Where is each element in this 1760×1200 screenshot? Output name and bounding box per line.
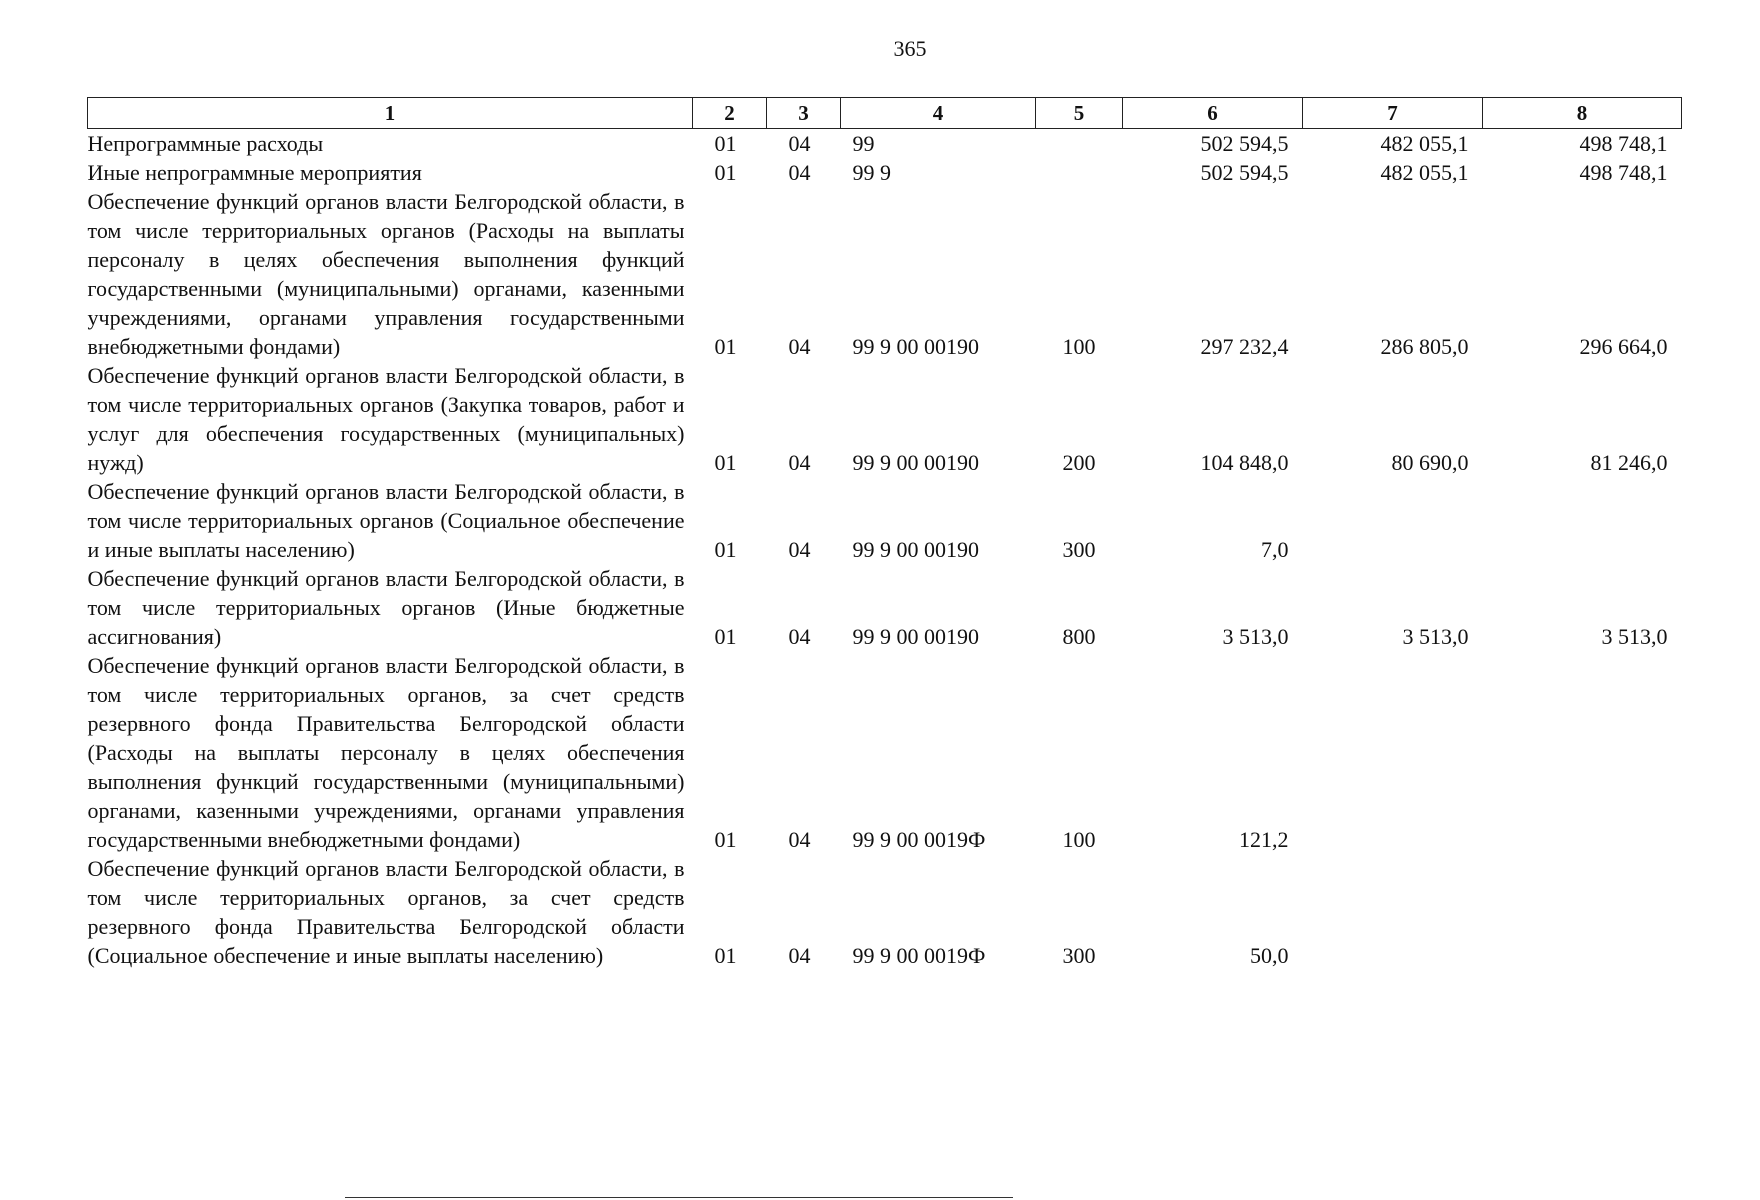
row-expense-type: 200 (1062, 450, 1096, 475)
row-value-col6: 7,0 (1261, 537, 1289, 562)
header-col-2: 2 (693, 98, 767, 129)
header-row (88, 98, 1682, 129)
table-row (88, 477, 1682, 564)
row-section: 01 (714, 943, 737, 968)
row-value-col7 (1303, 854, 1483, 970)
table-body (88, 129, 1682, 971)
row-name: Иные непрограммные мероприятия (87, 160, 422, 185)
row-value-col6: 3 513,0 (1222, 624, 1289, 649)
row-value-col8: 498 748,1 (1579, 160, 1668, 185)
row-subsection: 04 (788, 450, 811, 475)
row-value-col6: 502 594,5 (1200, 160, 1289, 185)
row-section: 01 (714, 131, 737, 156)
table-row (88, 158, 1682, 187)
header-col-8: 8 (1483, 98, 1682, 129)
row-expense-type: 100 (1062, 334, 1096, 359)
row-value-col6: 502 594,5 (1200, 131, 1289, 156)
table-row (88, 129, 1682, 159)
row-value-col7 (1303, 477, 1483, 564)
row-value-col7: 482 055,1 (1380, 160, 1469, 185)
row-value-col6: 297 232,4 (1200, 334, 1289, 359)
row-subsection: 04 (788, 334, 811, 359)
header-col-5: 5 (1036, 98, 1123, 129)
row-expense-type: 100 (1062, 827, 1096, 852)
row-subsection: 04 (788, 827, 811, 852)
bottom-rule (345, 1197, 1013, 1198)
row-value-col7: 482 055,1 (1380, 131, 1469, 156)
row-value-col6: 121,2 (1239, 827, 1289, 852)
table-row (88, 361, 1682, 477)
table-row (88, 854, 1682, 970)
table-row (88, 187, 1682, 361)
row-name: Обеспечение функций органов власти Белгородской области, в том числе территориальных органов (Иные бюджетные ассигнования) (87, 566, 685, 649)
header-col-1: 1 (88, 98, 693, 129)
row-subsection: 04 (788, 537, 811, 562)
table-row (88, 651, 1682, 854)
row-target-code: 99 9 00 00190 (852, 537, 979, 562)
header-col-4: 4 (841, 98, 1036, 129)
budget-table (87, 97, 1682, 970)
row-name: Обеспечение функций органов власти Белгородской области, в том числе территориальных органов, за счет средств резервного фонда Правительства Белгородской области (Социальное обеспечение и иные выплаты населению) (87, 856, 685, 968)
row-value-col8: 81 246,0 (1590, 450, 1668, 475)
row-value-col6: 104 848,0 (1200, 450, 1289, 475)
row-expense-type: 300 (1062, 537, 1096, 562)
row-target-code: 99 9 00 0019Ф (852, 827, 986, 852)
table-header (88, 98, 1682, 129)
row-value-col8 (1483, 854, 1682, 970)
row-value-col7 (1303, 651, 1483, 854)
header-col-3: 3 (767, 98, 841, 129)
row-target-code: 99 9 (852, 160, 891, 185)
row-value-col8: 498 748,1 (1579, 131, 1668, 156)
row-section: 01 (714, 160, 737, 185)
row-target-code: 99 (852, 131, 875, 156)
row-target-code: 99 9 00 0019Ф (852, 943, 986, 968)
row-value-col8: 3 513,0 (1601, 624, 1668, 649)
row-expense-type (1036, 158, 1123, 187)
row-value-col7: 80 690,0 (1391, 450, 1469, 475)
row-name: Непрограммные расходы (87, 131, 324, 156)
row-name: Обеспечение функций органов власти Белгородской области, в том числе территориальных органов, за счет средств резервного фонда Правительства Белгородской области (Расходы на выплаты персоналу в целях обеспечения выполнения функций государственными (муниципальными) органами, казенными учреждениями, органами управления государственными внебюджетными фондами) (87, 653, 685, 852)
row-section: 01 (714, 537, 737, 562)
row-name: Обеспечение функций органов власти Белгородской области, в том числе территориальных органов (Расходы на выплаты персоналу в целях обеспечения выполнения функций государственными (муниципальными) органами, казенными учреждениями, органами управления государственными внебюджетными фондами) (87, 189, 685, 359)
row-name: Обеспечение функций органов власти Белгородской области, в том числе территориальных органов (Социальное обеспечение и иные выплаты населению) (87, 479, 685, 562)
row-target-code: 99 9 00 00190 (852, 624, 979, 649)
page-number: 365 (893, 36, 927, 61)
row-value-col7: 286 805,0 (1380, 334, 1469, 359)
row-value-col7: 3 513,0 (1402, 624, 1469, 649)
budget-table-container (87, 97, 1681, 970)
row-value-col6: 50,0 (1250, 943, 1289, 968)
row-section: 01 (714, 827, 737, 852)
header-col-7: 7 (1303, 98, 1483, 129)
header-col-6: 6 (1123, 98, 1303, 129)
row-name: Обеспечение функций органов власти Белгородской области, в том числе территориальных органов (Закупка товаров, работ и услуг для обеспечения государственных (муниципальных) нужд) (87, 363, 685, 475)
row-expense-type: 800 (1062, 624, 1096, 649)
row-subsection: 04 (788, 624, 811, 649)
row-subsection: 04 (788, 160, 811, 185)
row-expense-type: 300 (1062, 943, 1096, 968)
row-value-col8 (1483, 651, 1682, 854)
row-value-col8: 296 664,0 (1579, 334, 1668, 359)
row-target-code: 99 9 00 00190 (852, 450, 979, 475)
row-section: 01 (714, 334, 737, 359)
row-expense-type (1036, 129, 1123, 159)
row-subsection: 04 (788, 131, 811, 156)
row-value-col8 (1483, 477, 1682, 564)
row-section: 01 (714, 450, 737, 475)
table-row (88, 564, 1682, 651)
row-subsection: 04 (788, 943, 811, 968)
row-section: 01 (714, 624, 737, 649)
row-target-code: 99 9 00 00190 (852, 334, 979, 359)
